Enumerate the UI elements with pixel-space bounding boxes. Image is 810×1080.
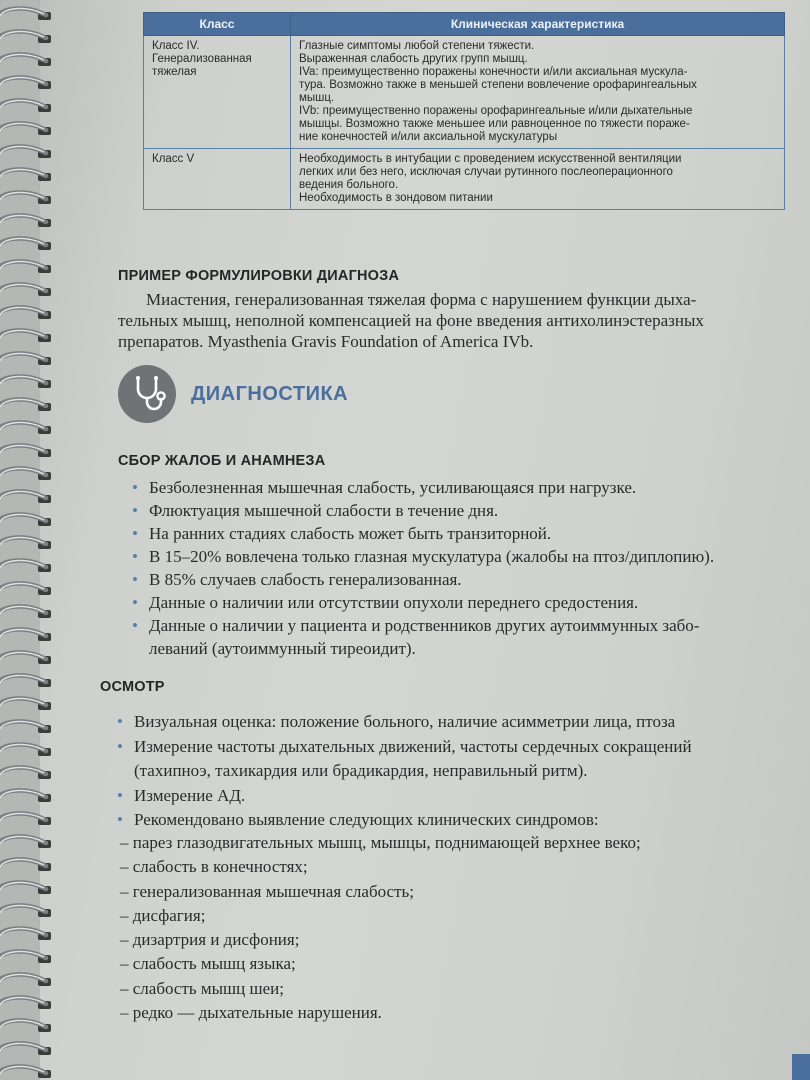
list-item xyxy=(132,568,807,591)
exam-heading: ОСМОТР xyxy=(100,679,165,695)
list-item-text: • В 85% случаев слабость генерализованная. xyxy=(149,570,462,589)
spiral-binding xyxy=(0,0,110,1080)
paragraph-line: препаратов. Myasthenia Gravis Foundation of America IVb. xyxy=(118,332,534,351)
table-row xyxy=(144,36,785,149)
example-heading: ПРИМЕР ФОРМУЛИРОВКИ ДИАГНОЗА xyxy=(118,268,400,284)
list-item-text: • Данные о наличии или отсутствии опухоли переднего средостения. xyxy=(149,593,639,612)
syndrome-item: – редко — дыхательные нарушения. xyxy=(120,1003,382,1023)
table-cell-description xyxy=(291,36,785,149)
list-item-text: (тахипноэ, тахикардия или брадикардия, неправильный ритм). xyxy=(134,761,588,780)
list-item-text: леваний (аутоиммунный тиреоидит). xyxy=(149,639,416,658)
description-line: ведения больного. xyxy=(299,179,399,191)
table-cell-class xyxy=(144,149,291,210)
table-body xyxy=(144,36,785,210)
description-line: Необходимость в зондовом питании xyxy=(299,192,493,204)
description-line: тура. Возможно также в меньшей степени вовлечение орофарингеальных xyxy=(299,79,697,91)
list-item-text: • Измерение АД. xyxy=(134,785,246,805)
list-item xyxy=(132,476,807,499)
list-item xyxy=(132,499,807,522)
list-item-text: • Безболезненная мышечная слабость, усиливающаяся при нагрузке. xyxy=(149,478,637,497)
syndrome-item: – парез глазодвигательных мышц, мышцы, поднимающей верхнее веко; xyxy=(120,833,641,852)
list-item xyxy=(132,522,807,545)
table-cell-description xyxy=(291,149,785,210)
list-item xyxy=(132,545,807,568)
description-line: IVa: преимущественно поражены конечности и/или аксиальная мускула- xyxy=(299,66,688,78)
stethoscope-icon xyxy=(118,365,176,423)
list-item-text: • Измерение частоты дыхательных движений, частоты сердечных сокращений xyxy=(134,736,692,756)
description-line: Выраженная слабость других групп мышц. xyxy=(299,53,528,65)
exam-list xyxy=(117,710,810,833)
myasthenia-class-table xyxy=(143,12,785,210)
description-line: IVb: преимущественно поражены орофарингеальные и/или дыхательные xyxy=(299,105,693,117)
description-line: Глазные симптомы любой степени тяжести. xyxy=(299,40,535,52)
list-item xyxy=(117,735,810,784)
table-header-clinical: Клиническая характеристика xyxy=(291,13,785,36)
description-line: ние конечностей и/или аксиальной мускулатуры xyxy=(299,131,558,143)
description-line: Необходимость в интубации с проведением искусственной вентиляции xyxy=(299,153,682,165)
example-paragraph xyxy=(118,289,793,352)
description-line: легких или без него, исключая случаи рутинного послеоперационного xyxy=(299,166,673,178)
page-tab-marker xyxy=(792,1054,810,1080)
table-header-row xyxy=(144,13,785,36)
list-item xyxy=(117,710,810,735)
syndrome-item: – дисфагия; xyxy=(120,905,206,925)
paragraph-line: тельных мышц, неполной компенсацией на фоне введения антихолинэстеразных xyxy=(118,311,704,330)
list-item-text: • В 15–20% вовлечена только глазная мускулатура (жалобы на птоз/диплопию). xyxy=(149,547,715,566)
list-item xyxy=(132,591,807,614)
class-line: тяжелая xyxy=(152,66,197,78)
list-item xyxy=(117,784,810,809)
table-cell-class xyxy=(144,36,291,149)
list-item-text: • Рекомендовано выявление следующих клинических синдромов: xyxy=(134,810,599,829)
syndrome-list xyxy=(120,831,810,1025)
class-line: Класс V xyxy=(152,153,195,165)
table-row xyxy=(144,149,785,210)
syndrome-item: – генерализованная мышечная слабость; xyxy=(120,881,414,901)
syndrome-item: – дизартрия и дисфония; xyxy=(120,930,300,950)
table-header-class: Класс xyxy=(144,13,291,36)
description-line: мышц. xyxy=(299,92,335,104)
list-item-text: • Визуальная оценка: положение больного, наличие асимметрии лица, птоза xyxy=(134,712,676,731)
class-line: Класс IV. xyxy=(152,40,200,52)
list-item xyxy=(132,614,807,660)
paragraph-line: Миастения, генерализованная тяжелая форма с нарушением функции дыха- xyxy=(146,290,697,309)
list-item-text: • Флюктуация мышечной слабости в течение дня. xyxy=(149,501,499,520)
list-item-text: • Данные о наличии у пациента и родственников других аутоиммунных забо- xyxy=(149,616,700,635)
diagnostics-title: ДИАГНОСТИКА xyxy=(191,383,349,405)
syndrome-item: – слабость в конечностях; xyxy=(120,857,308,877)
description-line: мышцы. Возможно также меньшее или равноценное по тяжести пораже- xyxy=(299,118,690,130)
syndrome-item: – слабость мышц шеи; xyxy=(120,978,284,998)
complaints-heading: СБОР ЖАЛОБ И АНАМНЕЗА xyxy=(118,453,326,469)
class-line: Генерализованная xyxy=(152,53,252,65)
list-item-text: • На ранних стадиях слабость может быть транзиторной. xyxy=(149,524,552,543)
syndrome-item: – слабость мышц языка; xyxy=(120,954,296,974)
complaints-list xyxy=(132,476,807,660)
list-item xyxy=(117,808,810,833)
